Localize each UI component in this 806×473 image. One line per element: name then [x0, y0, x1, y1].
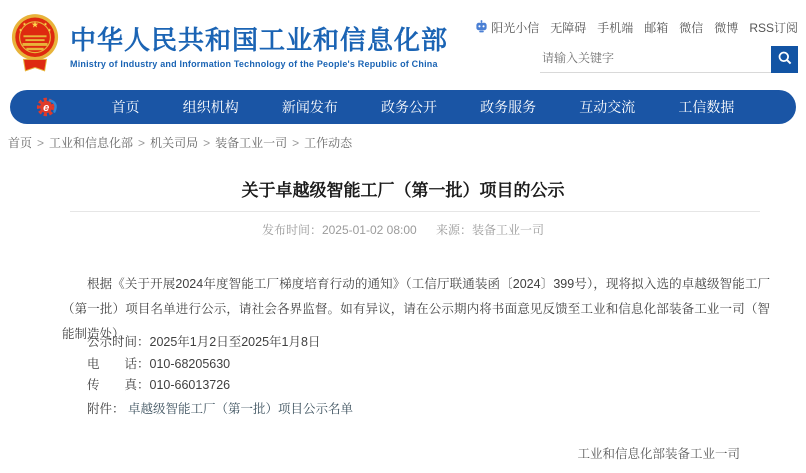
publish-time: 发布时间：2025-01-02 08:00	[261, 223, 417, 237]
breadcrumb-separator: >	[37, 135, 45, 150]
nav-item-home[interactable]: 首页	[111, 99, 140, 115]
svg-text:★: ★	[43, 21, 48, 27]
breadcrumb-equipment-dept[interactable]: 装备工业一司	[215, 136, 288, 150]
nav-item-interaction[interactable]: 互动交流	[579, 99, 636, 115]
utility-link-rss[interactable]: RSS订阅	[749, 21, 798, 35]
site-title: 中华人民共和国工业和信息化部	[70, 24, 449, 55]
utility-link-mail[interactable]: 邮箱	[644, 21, 669, 35]
utility-link-accessibility[interactable]: 无障碍	[550, 21, 587, 35]
publish-info	[0, 221, 806, 238]
utility-link-weibo[interactable]: 微博	[714, 21, 739, 35]
nav-item-organization[interactable]: 组织机构	[182, 99, 239, 115]
breadcrumb-departments[interactable]: 机关司局	[150, 136, 199, 150]
svg-text:★: ★	[47, 27, 52, 33]
site-brand[interactable]	[10, 12, 448, 79]
nav-item-data[interactable]: 工信数据	[678, 99, 735, 115]
fax: 传 真：010-66013726	[87, 378, 231, 392]
search-icon	[777, 50, 793, 69]
attachment-label: 附件：	[87, 402, 125, 416]
utility-link-mobile[interactable]: 手机端	[597, 21, 634, 35]
article-meta	[62, 332, 770, 397]
svg-text:★: ★	[22, 21, 27, 27]
attachment-row	[62, 399, 770, 417]
title-divider	[70, 211, 760, 212]
nav-item-news[interactable]: 新闻发布	[281, 99, 338, 115]
nav-item-gov-disclosure[interactable]: 政务公开	[380, 99, 437, 115]
main-nav	[10, 90, 796, 124]
search-bar	[540, 46, 798, 73]
article-paragraph: 根据《关于开展2024年度智能工厂梯度培育行动的通知》（工信厅联通装函〔2024〕399号），现将拟入选的卓越级智能工厂（第一批）项目名单进行公示，请社会各界监督。如有异议，请在公示期内将书面意见反馈至工业和信息化部装备工业一司（智能制造处）。	[62, 277, 770, 341]
phone: 电 话：010-68205630	[87, 356, 231, 371]
svg-text:★: ★	[18, 27, 23, 33]
breadcrumb-current: 工作动态	[304, 136, 353, 150]
breadcrumb-miit[interactable]: 工业和信息化部	[49, 136, 134, 150]
svg-text:e: e	[43, 102, 50, 115]
utility-link-sunshine[interactable]: 阳光小信	[475, 19, 539, 36]
breadcrumb	[8, 134, 352, 151]
article-title: 关于卓越级智能工厂（第一批）项目的公示	[241, 181, 565, 200]
breadcrumb-separator: >	[138, 135, 146, 150]
source: 来源：装备工业一司	[436, 223, 545, 237]
breadcrumb-separator: >	[203, 135, 211, 150]
utility-links	[475, 19, 798, 36]
nav-items	[60, 97, 796, 117]
utility-link-wechat[interactable]: 微信	[679, 21, 704, 35]
nav-item-gov-services[interactable]: 政务服务	[480, 99, 537, 115]
breadcrumb-separator: >	[292, 135, 300, 150]
breadcrumb-home[interactable]: 首页	[8, 136, 33, 150]
site-subtitle: Ministry of Industry and Information Technology of the People's Republic of China	[70, 58, 438, 69]
article-signature: 工业和信息化部装备工业一司	[577, 447, 740, 461]
search-input[interactable]	[540, 47, 771, 73]
attachment-link[interactable]: 卓越级智能工厂（第一批）项目公示名单	[128, 402, 354, 416]
notice-period: 公示时间：2025年1月2日至2025年1月8日	[87, 335, 321, 349]
svg-text:★: ★	[31, 19, 39, 30]
national-emblem-icon	[10, 12, 60, 79]
robot-icon	[475, 20, 488, 36]
search-button[interactable]	[771, 46, 798, 73]
miit-gear-logo-icon[interactable]	[36, 95, 60, 119]
